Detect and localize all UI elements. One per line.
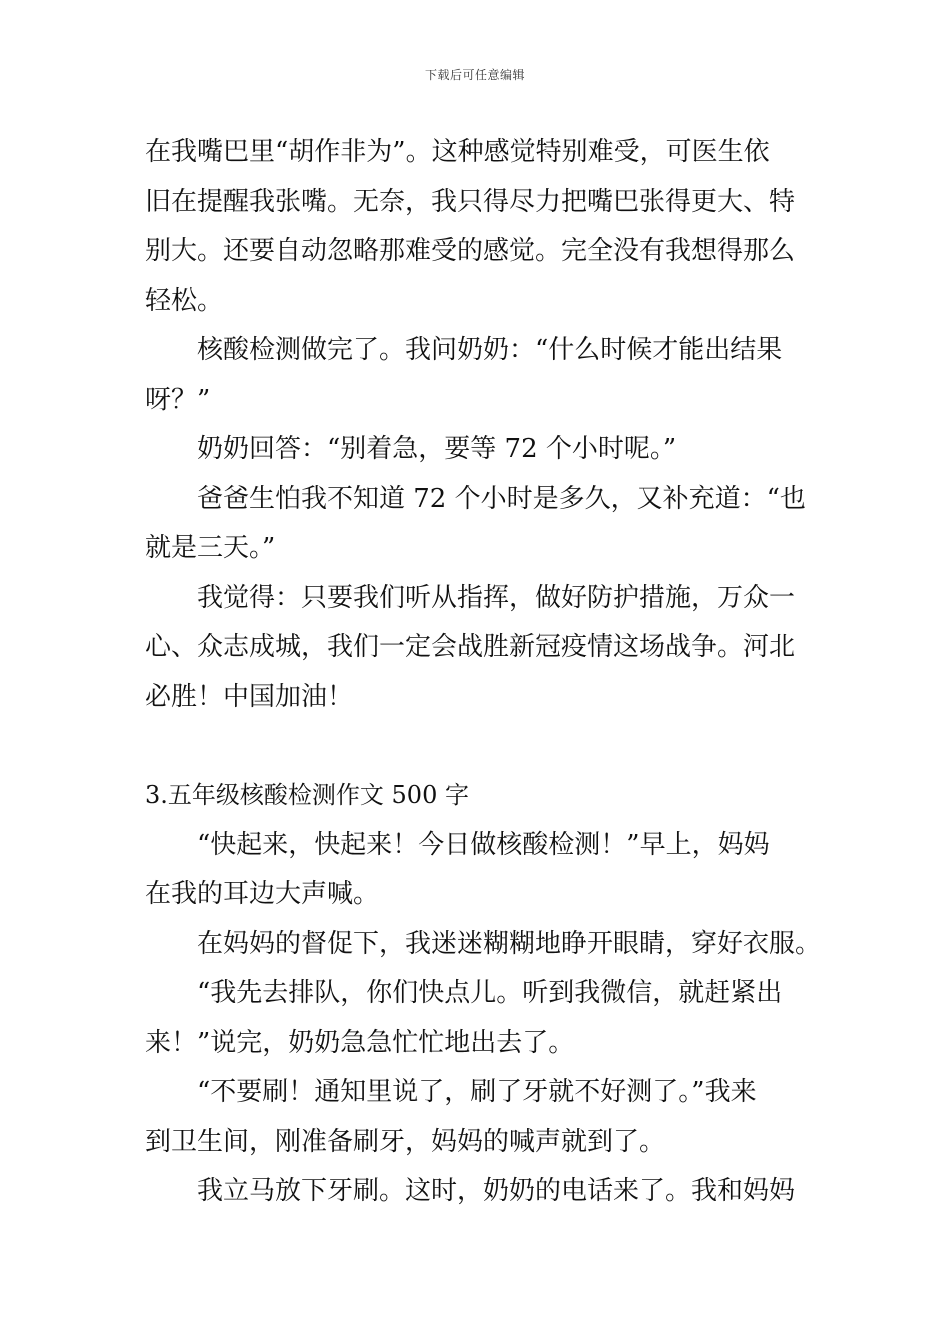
- paragraph-line: 轻松。: [145, 285, 224, 316]
- paragraph-line: 就是三天。”: [145, 533, 276, 563]
- paragraph-line: “我先去排队，你们快点儿。听到我微信，就赶紧出: [197, 978, 783, 1008]
- paragraph-line: 核酸检测做完了。我问奶奶：“什么时候才能出结果: [197, 335, 783, 365]
- paragraph-line: 我立马放下牙刷。这时，奶奶的电话来了。我和妈妈: [197, 1176, 796, 1206]
- paragraph-line: 必胜！中国加油！: [145, 681, 354, 712]
- section-heading: 3.五年级核酸检测作文 500 字: [145, 781, 469, 809]
- paragraph-line: 在妈妈的督促下，我迷迷糊糊地睁开眼睛，穿好衣服。: [197, 928, 822, 959]
- paragraph-line: 在我的耳边大声喊。: [145, 879, 380, 909]
- section-spacer: [145, 722, 807, 771]
- paragraph-line: 别大。还要自动忽略那难受的感觉。完全没有我想得那么: [145, 236, 796, 266]
- paragraph-line: 爸爸生怕我不知道 72 个小时是多久，又补充道：“也: [197, 483, 806, 514]
- document-body: [145, 128, 822, 1217]
- paragraph-line: 在我嘴巴里“胡作非为”。这种感觉特别难受，可医生依: [145, 137, 770, 167]
- paragraph-line: 来！”说完，奶奶急急忙忙地出去了。: [145, 1027, 575, 1058]
- paragraph-line: 心、众志成城，我们一定会战胜新冠疫情这场战争。河北: [145, 632, 796, 662]
- paragraph-line: “不要刷！通知里说了，刷了牙就不好测了。”我来: [197, 1077, 757, 1107]
- paragraph-line: 旧在提醒我张嘴。无奈，我只得尽力把嘴巴张得更大、特: [145, 186, 796, 217]
- paragraph-line: 奶奶回答：“别着急，要等 72 个小时呢。”: [197, 434, 677, 464]
- paragraph-line: 呀？”: [145, 384, 211, 415]
- paragraph-line: 到卫生间，刚准备刷牙，妈妈的喊声就到了。: [145, 1126, 666, 1157]
- page-header: 下载后可任意编辑: [424, 68, 525, 82]
- paragraph-line: 我觉得：只要我们听从指挥，做好防护措施，万众一: [197, 582, 796, 613]
- paragraph-line: “快起来，快起来！今日做核酸检测！”早上，妈妈: [197, 829, 770, 860]
